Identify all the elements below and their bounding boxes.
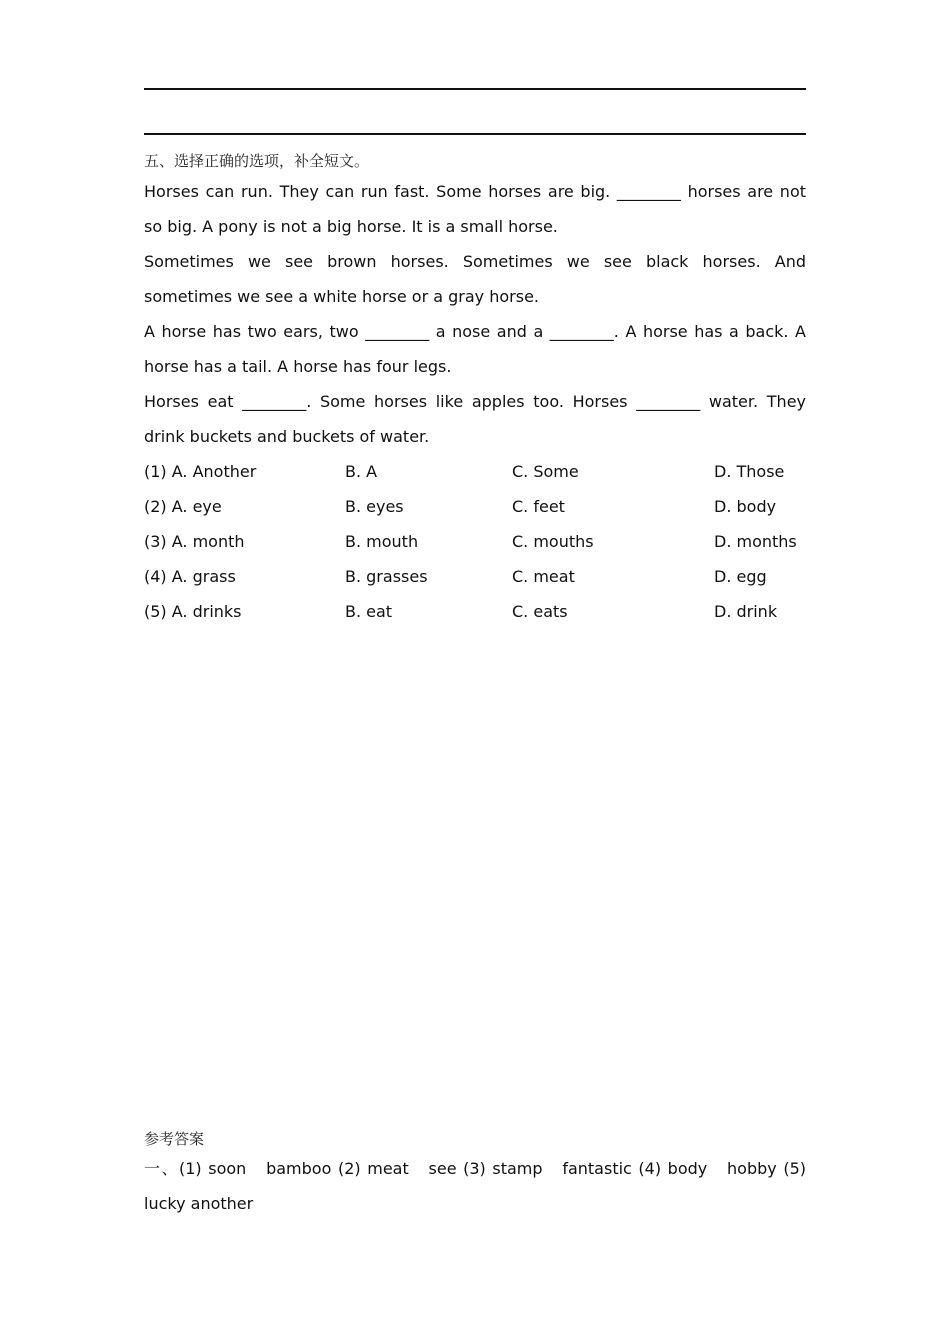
passage-paragraph-1: Horses can run. They can run fast. Some horses are big. ________ horses are not so big. A pony is not a big horse. It is a small horse.: [144, 182, 806, 236]
option-b: B. eat: [345, 602, 393, 621]
option-b: B. mouth: [345, 532, 419, 551]
answers-heading: 参考答案: [144, 1130, 205, 1148]
passage-paragraph-4: Horses eat ________. Some horses like apples too. Horses ________ water. They drink buckets and buckets of water.: [144, 392, 806, 446]
option-row-4: [144, 559, 806, 594]
answers-text: 一、(1) soon bamboo (2) meat see (3) stamp fantastic (4) body hobby (5) lucky another: [144, 1159, 812, 1213]
answer-line-1: [144, 88, 806, 90]
option-row-3: [144, 524, 806, 559]
option-b: B. grasses: [345, 567, 428, 586]
option-row-5: [144, 594, 806, 629]
options-list: [144, 454, 806, 629]
option-a: (4) A. grass: [144, 567, 236, 586]
passage-paragraph-3: A horse has two ears, two ________ a nose and a ________. A horse has a back. A horse has a tail. A horse has four legs.: [144, 322, 806, 376]
option-c: C. eats: [512, 602, 568, 621]
option-a: (5) A. drinks: [144, 602, 242, 621]
option-c: C. meat: [512, 567, 575, 586]
option-row-1: [144, 454, 806, 489]
option-a: (3) A. month: [144, 532, 245, 551]
section-heading: 五、选择正确的选项，补全短文。: [144, 152, 370, 170]
passage-paragraph-2: Sometimes we see brown horses. Sometimes we see black horses. And sometimes we see a white horse or a gray horse.: [144, 252, 806, 306]
option-a: (1) A. Another: [144, 462, 257, 481]
answer-line-2: [144, 133, 806, 135]
option-row-2: [144, 489, 806, 524]
option-b: B. A: [345, 462, 378, 481]
option-d: D. body: [714, 497, 777, 516]
option-d: D. egg: [714, 567, 767, 586]
option-d: D. Those: [714, 462, 785, 481]
option-c: C. mouths: [512, 532, 594, 551]
option-a: (2) A. eye: [144, 497, 222, 516]
option-d: D. months: [714, 532, 797, 551]
option-c: C. Some: [512, 462, 579, 481]
option-d: D. drink: [714, 602, 778, 621]
option-c: C. feet: [512, 497, 565, 516]
option-b: B. eyes: [345, 497, 404, 516]
